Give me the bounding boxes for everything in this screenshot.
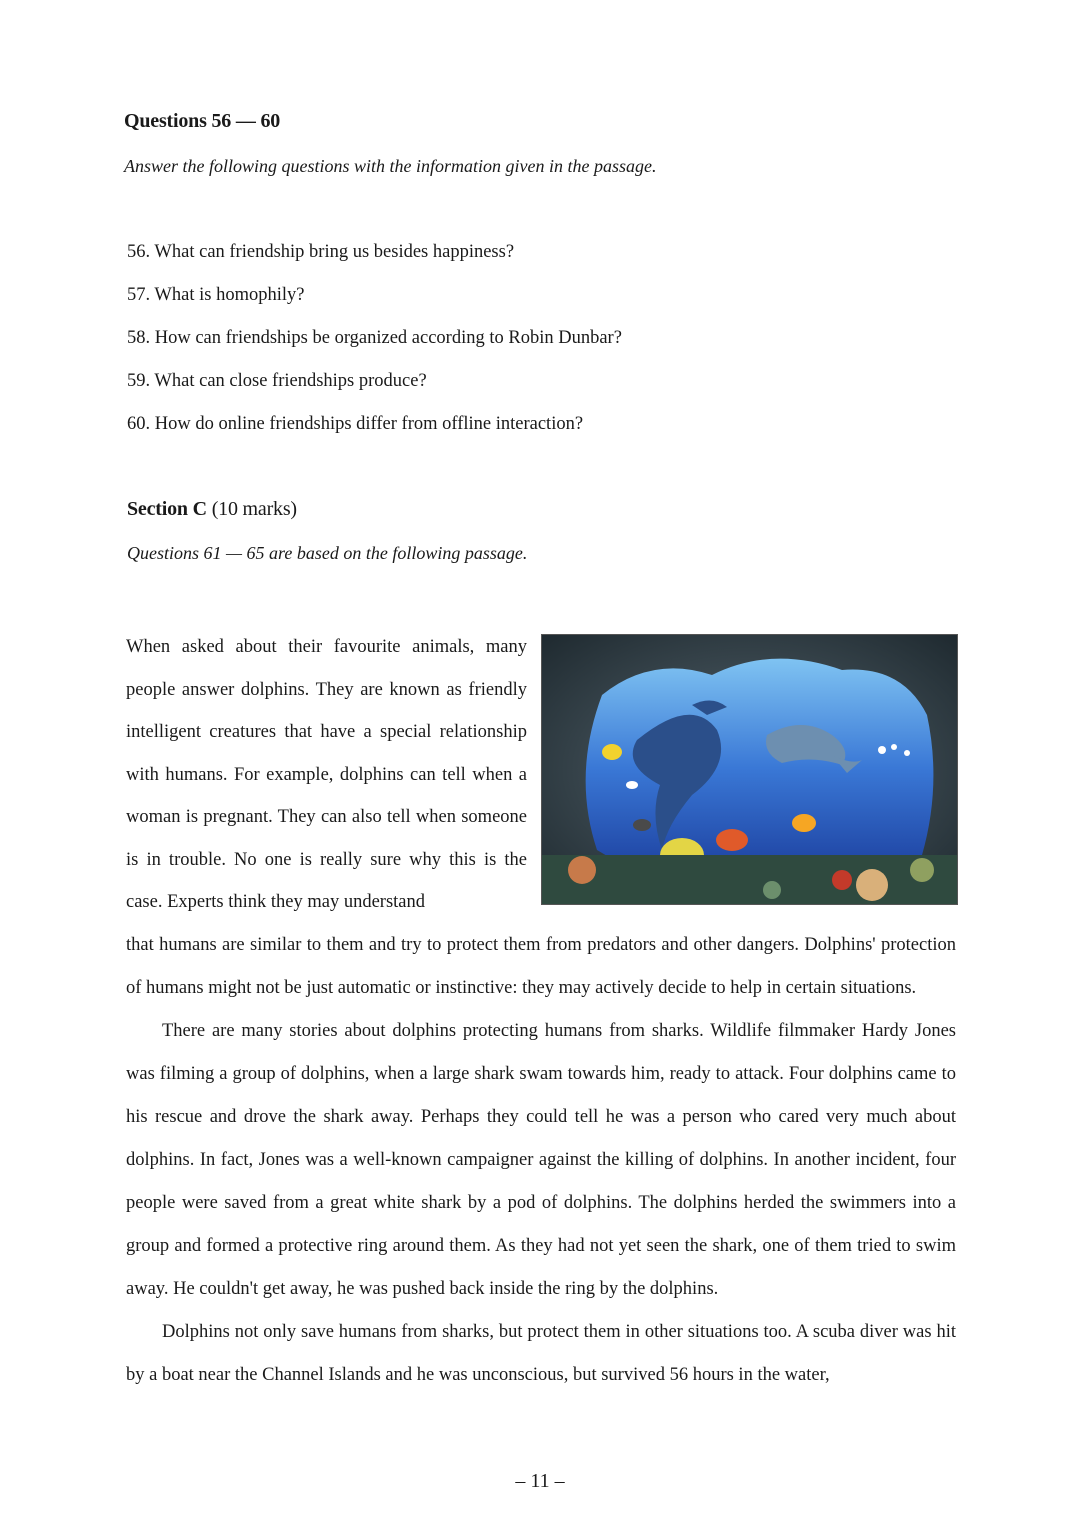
questions-instruction: Answer the following questions with the information given in the passage. xyxy=(124,156,657,176)
questions-heading: Questions 56 — 60 xyxy=(124,110,281,132)
dolphin-cave-illustration xyxy=(541,634,958,905)
paragraph-2: There are many stories about dolphins protecting humans from sharks. Wildlife filmmaker Hardy Jones was filming a group of dolphins, when a large shark swam towards him, ready to attack. Four dolphins came to his rescue and drove the shark away. Perhaps they could tell he was a person who cared very much about dolphins. In fact, Jones was a well-known campaigner against the killing of dolphins. In another incident, four people were saved from a great white shark by a pod of dolphins. The dolphins herded the swimmers into a group and formed a protective ring around them. As they had not yet seen the shark, one of them tried to swim away. He couldn't get away, he was pushed back inside the ring by the dolphins. xyxy=(126,1021,956,1299)
section-c-title: Section C xyxy=(127,498,207,520)
question-56: 56. What can friendship bring us besides happiness? xyxy=(127,242,515,262)
question-list xyxy=(127,238,622,453)
page-number: – 11 – xyxy=(515,1470,565,1492)
underwater-scene-image xyxy=(542,635,957,904)
paragraph-1-top-text: When asked about their favourite animals, many people answer dolphins. They are known as friendly intelligent creatures that have a special relationship with humans. For example, dolphins can tell when a woman is pregnant. They can also tell when someone is in trouble. No one is really sure why this is the case. Experts think they may understand xyxy=(126,637,527,912)
question-59: 59. What can close friendships produce? xyxy=(127,371,427,391)
section-c-heading xyxy=(127,498,297,521)
paragraph-1-rest: that humans are similar to them and try to protect them from predators and other dangers. Dolphins' protection of humans might not be just automatic or instinctive: they may actively decide to help in certain situations. xyxy=(126,935,956,998)
passage-paragraph-1-top xyxy=(126,626,527,924)
question-57: 57. What is homophily? xyxy=(127,285,305,305)
question-58: 58. How can friendships be organized according to Robin Dunbar? xyxy=(127,328,622,348)
paragraph-3: Dolphins not only save humans from sharks, but protect them in other situations too. A scuba diver was hit by a boat near the Channel Islands and he was unconscious, but survived 56 hours in the water, xyxy=(126,1322,956,1385)
section-c-marks: (10 marks) xyxy=(211,498,297,520)
section-c-instruction: Questions 61 — 65 are based on the following passage. xyxy=(127,543,528,563)
passage-body xyxy=(126,924,956,1397)
question-60: 60. How do online friendships differ from offline interaction? xyxy=(127,414,584,434)
